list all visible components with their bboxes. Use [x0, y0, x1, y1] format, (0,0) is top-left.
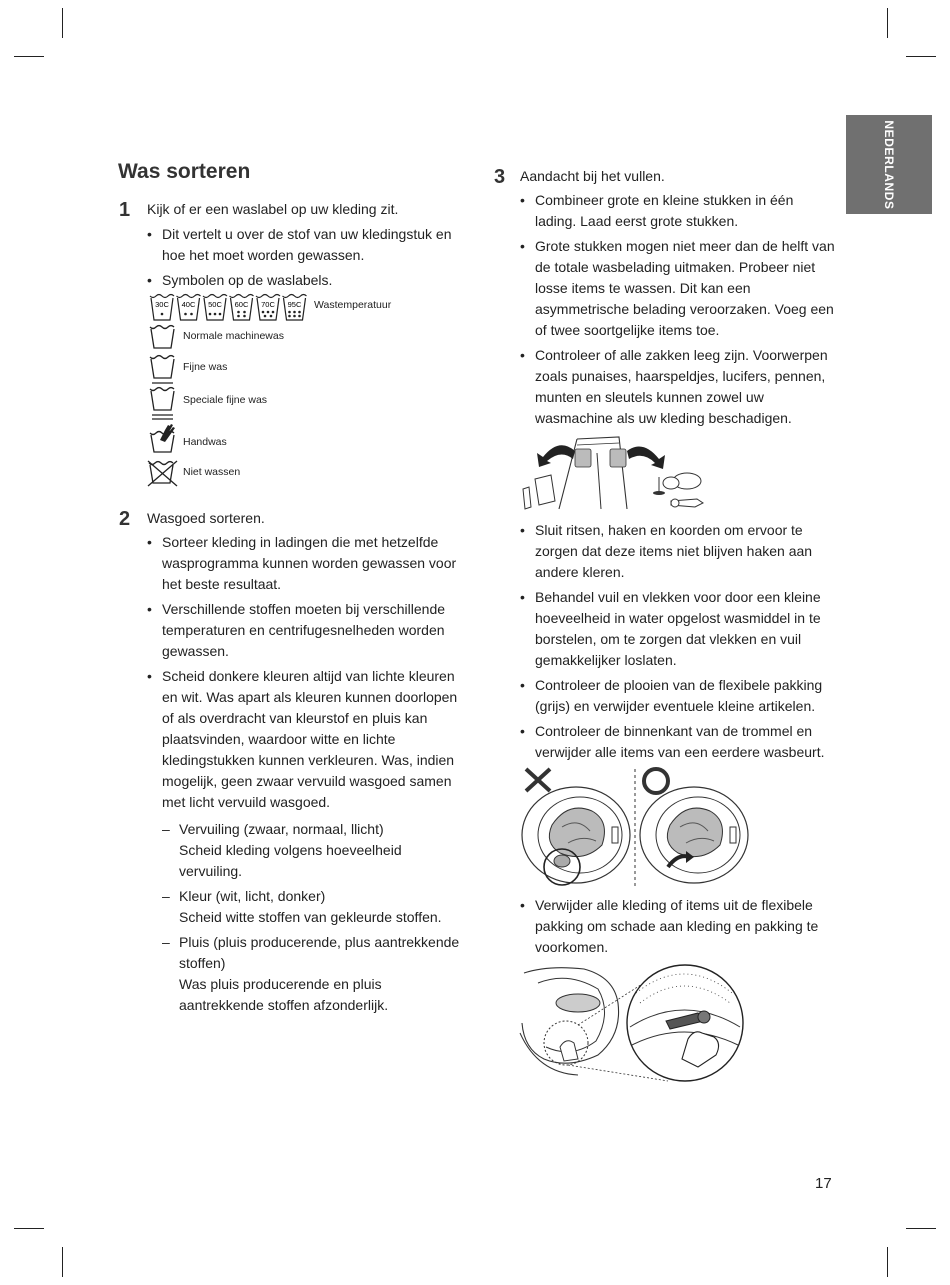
bullet-item: • Behandel vuil en vlekken voor door een kleine hoeveelheid in water opgelost wasmiddel in te borstelen, om te zorgen dat vlekken en vuil gemakkelijker loslaten.: [518, 587, 838, 671]
special-gentle-wash-icon: [149, 386, 177, 422]
bullet-item: • Controleer de binnenkant van de trommel en verwijder alle items van een eerdere wasbeurt.: [518, 721, 838, 763]
temperature-value: 30C: [155, 300, 169, 309]
step-number: 2: [119, 508, 131, 530]
gentle-wash-label: Fijne was: [183, 361, 228, 373]
temperature-label: Wastemperatuur: [314, 299, 392, 311]
hand-wash-icon: [148, 422, 178, 454]
page-number: 17: [815, 1175, 832, 1192]
dash-item-body: Scheid kleding volgens hoeveelheid vervuiling.: [179, 842, 402, 879]
crop-mark: [906, 1228, 936, 1229]
step3-bullets-b: [518, 520, 838, 767]
temperature-wash-icon: [177, 295, 201, 321]
step-number: 1: [119, 199, 131, 221]
crop-mark: [906, 56, 936, 57]
language-tab-label: NEDERLANDS: [882, 119, 896, 210]
hand-wash-label: Handwas: [183, 436, 227, 448]
temperature-value: 60C: [234, 300, 249, 309]
drum-check-illustration: [518, 765, 758, 890]
bullet-text: Scheid donkere kleuren altijd van lichte kleuren en wit. Was apart als kleuren kunnen doorlopen of als overdracht van kleurstof en pluis kan plaatsvinden, waardoor witte en lichte kledingstukken kunnen verkleuren. Was, indien mogelijk, geen zwaar vervuild wasgoed samen met licht vervuild wasgoed.: [162, 668, 458, 810]
temperature-wash-icon: [256, 295, 280, 321]
dash-item: [162, 886, 463, 928]
crop-mark: [62, 8, 63, 38]
crop-mark: [62, 1247, 63, 1277]
step-text: Kijk of er een waslabel op uw kleding zit.: [147, 201, 399, 217]
dash-item: [162, 932, 463, 1016]
crop-mark: [887, 1247, 888, 1277]
dash-item-head: – Pluis (pluis producerende, plus aantrekkende stoffen): [179, 934, 460, 971]
dash-item: [162, 819, 463, 882]
gentle-wash-icon: [149, 354, 177, 386]
bullet-item: • Dit vertelt u over de stof van uw kledingstuk en hoe het moet worden gewassen.: [145, 224, 460, 266]
step-number: 3: [494, 166, 506, 188]
temperature-value: 95C: [287, 300, 302, 309]
normal-wash-label: Normale machinewas: [183, 330, 284, 342]
bullet-item: • Verwijder alle kleding of items uit de flexibele pakking om schade aan kleding en pakking te voorkomen.: [518, 895, 838, 958]
bullet-item: • Combineer grote en kleine stukken in één lading. Laad eerst grote stukken.: [518, 190, 838, 232]
step3-bullets-c: [518, 895, 838, 962]
step3-bullets-a: [518, 190, 838, 433]
step-text: Wasgoed sorteren.: [147, 510, 265, 526]
gasket-illustration: [518, 963, 748, 1083]
do-not-wash-label: Niet wassen: [183, 466, 241, 478]
special-gentle-wash-label: Speciale fijne was: [183, 394, 268, 406]
bullet-item: • Sorteer kleding in ladingen die met hetzelfde wasprogramma kunnen worden gewassen voor het beste resultaat.: [145, 532, 463, 595]
crop-mark: [14, 56, 44, 57]
bullet-item: • Verschillende stoffen moeten bij verschillende temperaturen en centrifugesnelheden worden gewassen.: [145, 599, 463, 662]
temperature-value: 50C: [208, 300, 222, 309]
bullet-item: • Controleer de plooien van de flexibele pakking (grijs) en verwijder eventuele kleine artikelen.: [518, 675, 838, 717]
step2-bullets: [145, 532, 463, 1020]
temperature-symbols: [149, 293, 309, 323]
dash-item-head: – Vervuiling (zwaar, normaal, llicht): [179, 821, 384, 837]
step-text: Aandacht bij het vullen.: [520, 168, 665, 184]
temperature-value: 40C: [181, 300, 196, 309]
crop-mark: [887, 8, 888, 38]
dash-item-body: Was pluis producerende en pluis aantrekkende stoffen afzonderlijk.: [179, 976, 389, 1013]
bullet-item: • Symbolen op de waslabels.: [145, 270, 460, 291]
bullet-item: • Grote stukken mogen niet meer dan de helft van de totale wasbelading uitmaken. Probeer niet losse items te wassen. Dit kan een asymmetrische belading veroorzaken. Voeg een of twee soortgelijke items toe.: [518, 236, 838, 341]
normal-wash-icon: [149, 324, 177, 350]
page-title: Was sorteren: [118, 160, 251, 183]
crop-mark: [14, 1228, 44, 1229]
bullet-item: • Sluit ritsen, haken en koorden om ervoor te zorgen dat deze items niet blijven haken aan andere kleren.: [518, 520, 838, 583]
temperature-wash-icon: [203, 295, 227, 321]
temperature-wash-icon: [230, 295, 254, 321]
dash-item-head: – Kleur (wit, licht, donker): [179, 888, 326, 904]
temperature-value: 70C: [261, 300, 275, 309]
language-tab: [846, 115, 932, 214]
temperature-wash-icon: [150, 295, 174, 321]
pocket-illustration: [519, 433, 709, 513]
dash-item-body: Scheid witte stoffen van gekleurde stoffen.: [179, 909, 442, 925]
temperature-wash-icon: [283, 295, 307, 321]
step1-bullets: [145, 224, 460, 295]
bullet-item: [145, 666, 463, 1016]
do-not-wash-icon: [147, 459, 179, 487]
bullet-item: • Controleer of alle zakken leeg zijn. Voorwerpen zoals punaises, haarspeldjes, lucifers, pennen, munten en sleutels kunnen zowel uw wasmachine als uw kleding beschadigen.: [518, 345, 838, 429]
